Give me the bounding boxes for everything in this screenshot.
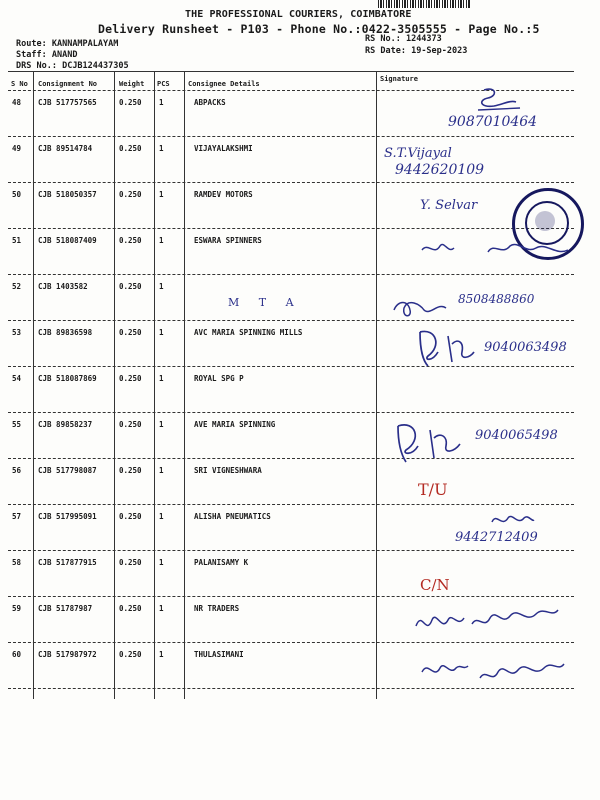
pcs-cell: 1 (159, 144, 164, 153)
handwritten-signature-49: S.T.Vijayal (384, 146, 452, 161)
route-label: Route: (16, 39, 47, 49)
weight-cell: 0.250 (119, 604, 142, 613)
pcs-cell: 1 (159, 328, 164, 337)
serial-number-cell: 57 (12, 512, 22, 521)
serial-number-cell: 48 (12, 98, 22, 107)
pcs-cell: 1 (159, 604, 164, 613)
weight-cell: 0.250 (119, 98, 142, 107)
staff-value: ANAND (51, 50, 78, 60)
table-top-border (8, 71, 574, 72)
handwritten-phone-55: 9040065498 (475, 428, 558, 443)
route-line (16, 39, 118, 49)
consignment-number-cell: CJB 1403582 (38, 282, 88, 291)
consignment-number-cell: CJB 518087869 (38, 374, 97, 383)
pcs-cell: 1 (159, 466, 164, 475)
consignment-number-cell: CJB 518087409 (38, 236, 97, 245)
signature-row53 (414, 322, 484, 372)
handwritten-signature-50: Y. Selvar (420, 198, 478, 213)
serial-number-cell: 51 (12, 236, 22, 245)
pcs-cell: 1 (159, 236, 164, 245)
pcs-cell: 1 (159, 512, 164, 521)
weight-cell: 0.250 (119, 328, 142, 337)
pcs-cell: 1 (159, 558, 164, 567)
weight-cell: 0.250 (119, 282, 142, 291)
consignment-number-cell: CJB 517798087 (38, 466, 97, 475)
consignee-cell: PALANISAMY K (194, 558, 249, 567)
col-header-consignee: Consignee Details (188, 80, 260, 88)
consignee-cell: RAMDEV MOTORS (194, 190, 253, 199)
handwritten-note-56: T/U (418, 480, 448, 499)
consignment-number-cell: CJB 517757565 (38, 98, 97, 107)
consignment-number-cell: CJB 89836598 (38, 328, 93, 337)
signature-row60 (418, 654, 568, 694)
weight-cell: 0.250 (119, 190, 142, 199)
consignee-cell: SRI VIGNESHWARA (194, 466, 262, 475)
serial-number-cell: 50 (12, 190, 22, 199)
rs-date-line (365, 46, 467, 56)
consignment-number-cell: CJB 89514784 (38, 144, 93, 153)
rs-no-value: 1244373 (405, 34, 442, 44)
consignee-cell: VIJAYALAKSHMI (194, 144, 253, 153)
consignee-cell: AVE MARIA SPINNING (194, 420, 276, 429)
col-header-weight: Weight (119, 80, 145, 88)
consignee-cell: ABPACKS (194, 98, 226, 107)
consignment-number-cell: CJB 51787987 (38, 604, 93, 613)
consignee-cell: ALISHA PNEUMATICS (194, 512, 271, 521)
serial-number-cell: 53 (12, 328, 22, 337)
consignee-cell: NR TRADERS (194, 604, 240, 613)
weight-cell: 0.250 (119, 512, 142, 521)
col-header-pcs: PCS (157, 80, 170, 88)
weight-cell: 0.250 (119, 650, 142, 659)
drs-label: DRS No.: (16, 61, 57, 71)
handwritten-phone-57: 9442712409 (455, 530, 538, 545)
consignee-cell: AVC MARIA SPINNING MILLS (194, 328, 303, 337)
serial-number-cell: 49 (12, 144, 22, 153)
serial-number-cell: 54 (12, 374, 22, 383)
col-header-consignment: Consignment No (38, 80, 98, 88)
serial-number-cell: 58 (12, 558, 22, 567)
pcs-cell: 1 (159, 650, 164, 659)
table-row (8, 551, 574, 597)
col-header-sno: S No (11, 80, 28, 88)
table-row (8, 137, 574, 183)
rs-date-label: RS Date: (365, 46, 406, 56)
serial-number-cell: 52 (12, 282, 22, 291)
pcs-cell: 1 (159, 282, 164, 291)
barcode (378, 0, 470, 8)
drs-line (16, 61, 129, 71)
handwritten-note-52: M T A (228, 296, 302, 309)
weight-cell: 0.250 (119, 144, 142, 153)
staff-line (16, 50, 77, 60)
table-row (8, 367, 574, 413)
signature-row59 (412, 596, 562, 646)
handwritten-phone-49: 9442620109 (395, 162, 485, 178)
consignee-cell: ESWARA SPINNERS (194, 236, 262, 245)
handwritten-phone-52: 8508488860 (458, 292, 535, 306)
consignment-number-cell: CJB 89858237 (38, 420, 93, 429)
consignment-number-cell: CJB 517995091 (38, 512, 97, 521)
serial-number-cell: 56 (12, 466, 22, 475)
serial-number-cell: 59 (12, 604, 22, 613)
runsheet-subtitle: Delivery Runsheet - P103 - Phone No.:0422-3505555 - Page No.:5 (98, 22, 540, 36)
route-value: KANNAMPALAYAM (51, 39, 119, 49)
pcs-cell: 1 (159, 98, 164, 107)
handwritten-phone-53: 9040063498 (484, 340, 567, 355)
consignee-cell: ROYAL SPG P (194, 374, 244, 383)
serial-number-cell: 55 (12, 420, 22, 429)
signature-row51 (418, 236, 588, 266)
pcs-cell: 1 (159, 420, 164, 429)
rs-date-value: 19-Sep-2023 (411, 46, 468, 56)
consignee-cell: THULASIMANI (194, 650, 244, 659)
serial-number-cell: 60 (12, 650, 22, 659)
weight-cell: 0.250 (119, 466, 142, 475)
signature-row48 (470, 86, 530, 116)
consignment-number-cell: CJB 518050357 (38, 190, 97, 199)
staff-label: Staff: (16, 50, 47, 60)
weight-cell: 0.250 (119, 374, 142, 383)
weight-cell: 0.250 (119, 236, 142, 245)
weight-cell: 0.250 (119, 558, 142, 567)
col-header-signature: Signature (380, 75, 418, 83)
weight-cell: 0.250 (119, 420, 142, 429)
signature-row57 (488, 508, 538, 532)
pcs-cell: 1 (159, 374, 164, 383)
company-title: THE PROFESSIONAL COURIERS, COIMBATORE (185, 9, 412, 20)
pcs-cell: 1 (159, 190, 164, 199)
table-row (8, 183, 574, 229)
signature-row55 (390, 412, 470, 468)
handwritten-phone-48: 9087010464 (448, 114, 538, 130)
rs-no-line (365, 34, 442, 44)
consignment-number-cell: CJB 517877915 (38, 558, 97, 567)
rs-no-label: RS No.: (365, 34, 401, 44)
handwritten-note-58: C/N (420, 576, 450, 594)
drs-value: DCJB124437305 (62, 61, 129, 71)
signature-row52 (390, 296, 460, 322)
consignment-number-cell: CJB 517987972 (38, 650, 97, 659)
table-row (8, 459, 574, 505)
